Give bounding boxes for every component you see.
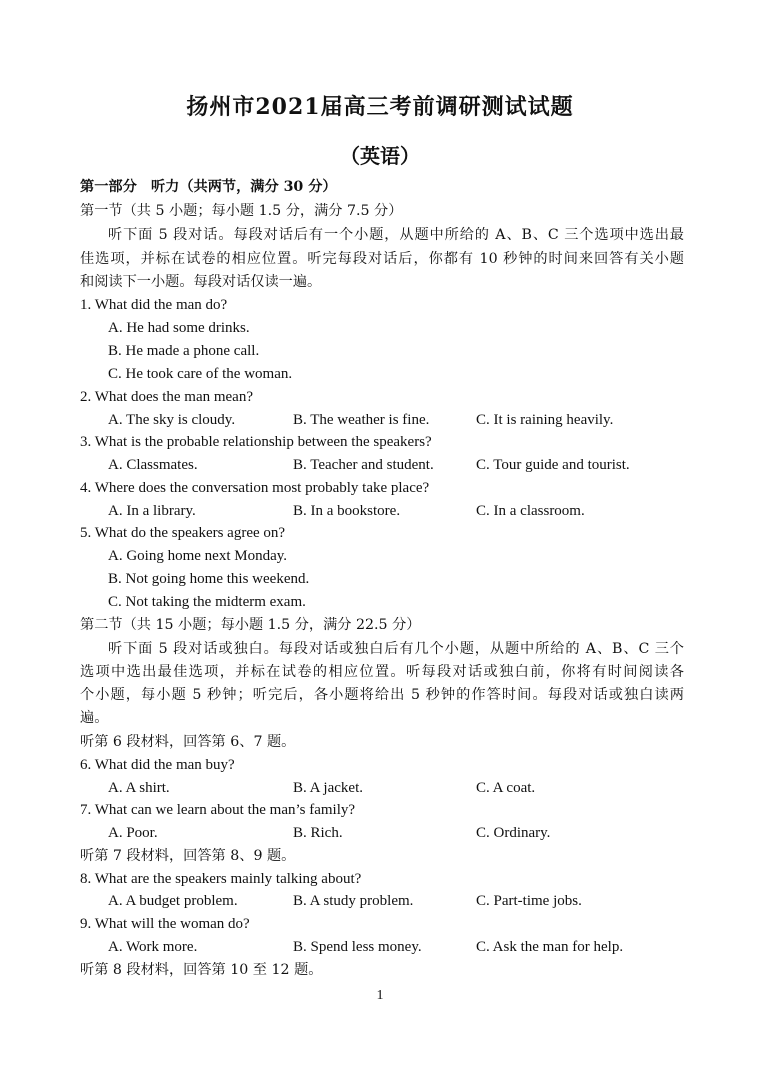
option-c: C. Not taking the midterm exam.: [108, 594, 306, 610]
option-a: A. A shirt.: [108, 780, 170, 796]
page-number: 1: [376, 988, 384, 1003]
option-a: A. Work more.: [108, 939, 198, 955]
option-c: C. It is raining heavily.: [476, 412, 614, 428]
question-stem: 2. What does the man mean?: [80, 389, 253, 405]
option-c: C. Part-time jobs.: [476, 893, 582, 909]
option-a: A. In a library.: [108, 503, 196, 519]
exam-title: 扬州市2021届高三考前调研测试试题: [186, 94, 574, 120]
question-stem: 6. What did the man buy?: [80, 757, 235, 773]
option-b: B. Rich.: [293, 825, 343, 841]
option-b: B. He made a phone call.: [108, 343, 260, 359]
question-stem: 5. What do the speakers agree on?: [80, 525, 286, 541]
option-c: C. Tour guide and tourist.: [476, 457, 630, 473]
option-b: B. A study problem.: [293, 893, 414, 909]
section2-instruction-line: 选项中选出最佳选项，并标在试卷的相应位置。听每段对话或独白前，你将有时间阅读各: [80, 664, 684, 680]
option-b: B. A jacket.: [293, 780, 363, 796]
section2-instruction-line: 遍。: [80, 710, 109, 726]
option-a: A. Classmates.: [108, 457, 198, 473]
section2-instruction-line: 听下面 5 段对话或独白。每段对话或独白后有几个小题，从题中所给的 A、B、C 三个: [108, 641, 684, 657]
question-stem: 1. What did the man do?: [80, 297, 228, 313]
option-c: C. Ordinary.: [476, 825, 551, 841]
exam-subject: （英语）: [340, 144, 420, 168]
option-a: A. Going home next Monday.: [108, 548, 288, 564]
option-b: B. In a bookstore.: [293, 503, 401, 519]
option-c: C. In a classroom.: [476, 503, 585, 519]
section1-heading: 第一节（共 5 小题；每小题 1.5 分，满分 7.5 分）: [80, 203, 403, 219]
section1-instruction-line: 佳选项，并标在试卷的相应位置。听完每段对话后，你都有 10 秒钟的时间来回答有关小题: [80, 251, 684, 267]
option-c: C. Ask the man for help.: [476, 939, 624, 955]
option-b: B. Not going home this weekend.: [108, 571, 310, 587]
question-stem: 3. What is the probable relationship between the speakers?: [80, 434, 432, 450]
option-a: A. A budget problem.: [108, 893, 238, 909]
question-stem: 9. What will the woman do?: [80, 916, 250, 932]
option-c: C. A coat.: [476, 780, 536, 796]
question-stem: 7. What can we learn about the man’s family?: [80, 802, 356, 818]
option-b: B. Teacher and student.: [293, 457, 434, 473]
question-stem: 4. Where does the conversation most probably take place?: [80, 480, 430, 496]
option-b: B. The weather is fine.: [293, 412, 430, 428]
option-a: A. Poor.: [108, 825, 158, 841]
section1-instruction-line: 听下面 5 段对话。每段对话后有一个小题，从题中所给的 A、B、C 三个选项中选出最: [108, 227, 684, 243]
part1-heading: 第一部分 听力（共两节，满分 30 分）: [80, 179, 337, 195]
material-heading: 听第 8 段材料，回答第 10 至 12 题。: [80, 962, 323, 978]
option-a: A. The sky is cloudy.: [108, 412, 236, 428]
option-b: B. Spend less money.: [293, 939, 422, 955]
section2-heading: 第二节（共 15 小题；每小题 1.5 分，满分 22.5 分）: [80, 617, 421, 633]
section2-instruction-line: 个小题，每小题 5 秒钟；听完后，各小题将给出 5 秒钟的作答时间。每段对话或独白读两: [80, 687, 684, 703]
section1-instruction-line: 和阅读下一小题。每段对话仅读一遍。: [80, 274, 322, 290]
material-heading: 听第 7 段材料，回答第 8、9 题。: [80, 848, 296, 864]
question-stem: 8. What are the speakers mainly talking about?: [80, 871, 362, 887]
option-c: C. He took care of the woman.: [108, 366, 293, 382]
option-a: A. He had some drinks.: [108, 320, 250, 336]
material-heading: 听第 6 段材料，回答第 6、7 题。: [80, 734, 296, 750]
